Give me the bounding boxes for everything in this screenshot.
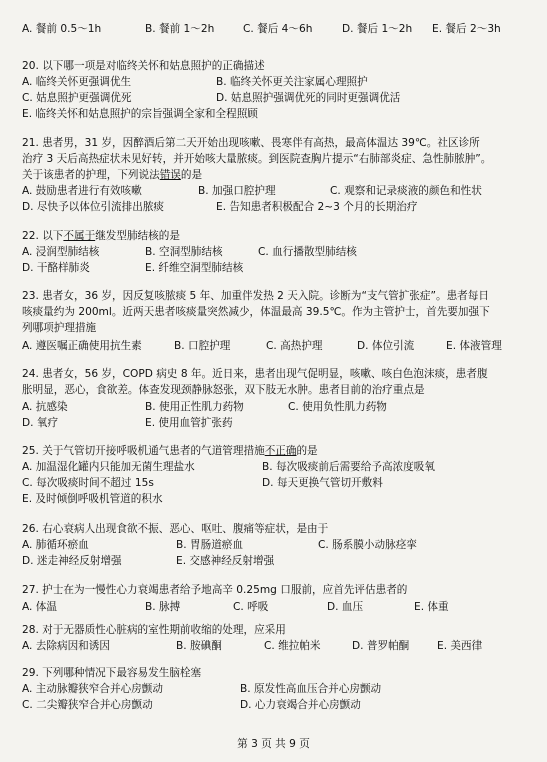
question-27-stem: 27. 护士在为一慢性心力衰竭患者给予地高辛 0.25mg 口服前，应首先评估患者的 — [22, 584, 408, 596]
q22-option-a: A. 浸润型肺结核 — [22, 246, 100, 258]
q25-stem-underlined: 不正确 — [264, 445, 297, 457]
q27-option-e: E. 体重 — [414, 601, 449, 613]
q22-option-d: D. 干酪样肺炎 — [22, 262, 90, 274]
q20-option-b: B. 临终关怀更关注家属心理照护 — [216, 76, 368, 88]
question-23-line1: 23. 患者女，36 岁，因反复咳脓痰 5 年、加重伴发热 2 天入院。诊断为“支气管扩张症”。患者每日 — [22, 290, 489, 302]
q25-option-b: B. 每次吸痰前后需要给予高浓度吸氧 — [262, 461, 435, 473]
q28-option-e: E. 美西律 — [437, 640, 483, 652]
q26-option-a: A. 肺循环瘀血 — [22, 539, 89, 551]
q25-option-d: D. 每天更换气管切开敷料 — [262, 477, 383, 489]
q22-option-b: B. 空洞型肺结核 — [145, 246, 223, 258]
top-option-d: D. 餐后 1～2h — [342, 23, 413, 35]
q24-option-a: A. 抗感染 — [22, 401, 68, 413]
q22-stem-post: 继发型肺结核的是 — [95, 230, 180, 242]
q29-option-c: C. 二尖瓣狭窄合并心房颤动 — [22, 699, 153, 711]
q26-option-e: E. 交感神经反射增强 — [176, 555, 275, 567]
q20-option-e: E. 临终关怀和姑息照护的宗旨强调全家和全程照顾 — [22, 108, 258, 120]
question-21-line1: 21. 患者男，31 岁，因醉酒后第二天开始出现咳嗽、畏寒伴有高热，最高体温达 39℃。社区诊所 — [22, 137, 480, 149]
question-21-line3 — [22, 169, 202, 182]
top-option-b: B. 餐前 1～2h — [145, 23, 215, 35]
q20-option-a: A. 临终关怀更强调优生 — [22, 76, 132, 88]
question-29-stem: 29. 下列哪种情况下最容易发生脑栓塞 — [22, 667, 202, 679]
q29-option-d: D. 心力衰竭合并心房颤动 — [240, 699, 361, 711]
q28-option-d: D. 普罗帕酮 — [352, 640, 410, 652]
page-number-footer: 第 3 页 共 9 页 — [237, 738, 310, 750]
q21-stem-underlined: 错误 — [159, 169, 181, 181]
q23-option-a: A. 遵医嘱正确使用抗生素 — [22, 340, 142, 352]
q24-option-e: E. 使用血管扩张药 — [145, 417, 233, 429]
q22-option-c: C. 血行播散型肺结核 — [258, 246, 357, 258]
q26-option-d: D. 迷走神经反射增强 — [22, 555, 122, 567]
q29-option-a: A. 主动脉瓣狭窄合并心房颤动 — [22, 683, 163, 695]
q21-option-e: E. 告知患者积极配合 2~3 个月的长期治疗 — [216, 201, 418, 213]
question-21-line2: 治疗 3 天后高热症状未见好转，并开始咳大量脓痰。到医院查胸片提示“右肺部炎症、急性肺脓肿”。 — [22, 153, 492, 165]
top-option-c: C. 餐后 4～6h — [243, 23, 313, 35]
q20-option-c: C. 姑息照护更强调优死 — [22, 92, 132, 104]
q25-stem-post: 的是 — [296, 445, 318, 457]
q21-stem-post: 的是 — [180, 169, 203, 181]
question-23-line2: 咳痰量约为 200ml。近两天患者咳痰量突然减少，体温最高 39.5℃。作为主管护士，首先要加强下 — [22, 306, 490, 318]
q21-option-c: C. 观察和记录痰液的颜色和性状 — [330, 185, 482, 197]
question-22-stem — [22, 230, 180, 243]
q26-option-b: B. 胃肠道瘀血 — [176, 539, 243, 551]
question-24-line1: 24. 患者女，56 岁，COPD 病史 8 年。近日来，患者出现气促明显，咳嗽、咳白色泡沫痰，患者腹 — [22, 368, 488, 380]
q24-option-b: B. 使用正性肌力药物 — [145, 401, 244, 413]
q28-option-a: A. 去除病因和诱因 — [22, 640, 110, 652]
q28-option-c: C. 维拉帕米 — [264, 640, 321, 652]
q27-option-d: D. 血压 — [327, 601, 364, 613]
q25-option-a: A. 加温湿化罐内只能加无菌生理盐水 — [22, 461, 195, 473]
question-26-stem: 26. 右心衰病人出现食欲不振、恶心、呕吐、腹痛等症状，是由于 — [22, 523, 329, 535]
q26-option-c: C. 肠系膜小动脉痉挛 — [318, 539, 417, 551]
q27-option-b: B. 脉搏 — [145, 601, 181, 613]
q23-option-e: E. 体液管理 — [446, 340, 502, 352]
top-option-e: E. 餐后 2～3h — [432, 23, 501, 35]
q21-option-d: D. 尽快予以体位引流排出脓痰 — [22, 201, 165, 213]
q24-option-d: D. 氧疗 — [22, 417, 59, 429]
top-option-a: A. 餐前 0.5～1h — [22, 23, 102, 35]
q21-stem-pre: 关于该患者的护理，下列说法 — [22, 169, 160, 181]
q27-option-c: C. 呼吸 — [233, 601, 269, 613]
q27-option-a: A. 体温 — [22, 601, 57, 613]
q23-option-c: C. 高热护理 — [266, 340, 323, 352]
q24-option-c: C. 使用负性肌力药物 — [288, 401, 387, 413]
question-20-stem: 20. 以下哪一项是对临终关怀和姑息照护的正确描述 — [22, 60, 265, 72]
question-25-stem — [22, 445, 318, 458]
q22-stem-underlined: 不属于 — [63, 230, 96, 242]
q20-option-d: D. 姑息照护强调优死的同时更强调优活 — [216, 92, 401, 104]
q23-option-d: D. 体位引流 — [357, 340, 415, 352]
q28-option-b: B. 胺碘酮 — [176, 640, 222, 652]
q22-stem-pre: 22. 以下 — [22, 230, 64, 242]
question-23-line3: 列哪项护理措施 — [22, 322, 97, 334]
q25-option-c: C. 每次吸痰时间不超过 15s — [22, 477, 154, 489]
question-28-stem: 28. 对于无器质性心脏病的室性期前收缩的处理，应采用 — [22, 624, 286, 636]
q29-option-b: B. 原发性高血压合并心房颤动 — [240, 683, 382, 695]
q23-option-b: B. 口腔护理 — [174, 340, 231, 352]
q25-option-e: E. 及时倾倒呼吸机管道的积水 — [22, 493, 163, 505]
q21-option-b: B. 加强口腔护理 — [198, 185, 276, 197]
q22-option-e: E. 纤维空洞型肺结核 — [145, 262, 244, 274]
question-24-line2: 胀明显，恶心，食欲差。体查发现颈静脉怒张，双下肢无水肿。患者目前的治疗重点是 — [22, 384, 425, 396]
q25-stem-pre: 25. 关于气管切开接呼吸机通气患者的气道管理措施 — [22, 445, 265, 457]
q21-option-a: A. 鼓励患者进行有效咳嗽 — [22, 185, 142, 197]
